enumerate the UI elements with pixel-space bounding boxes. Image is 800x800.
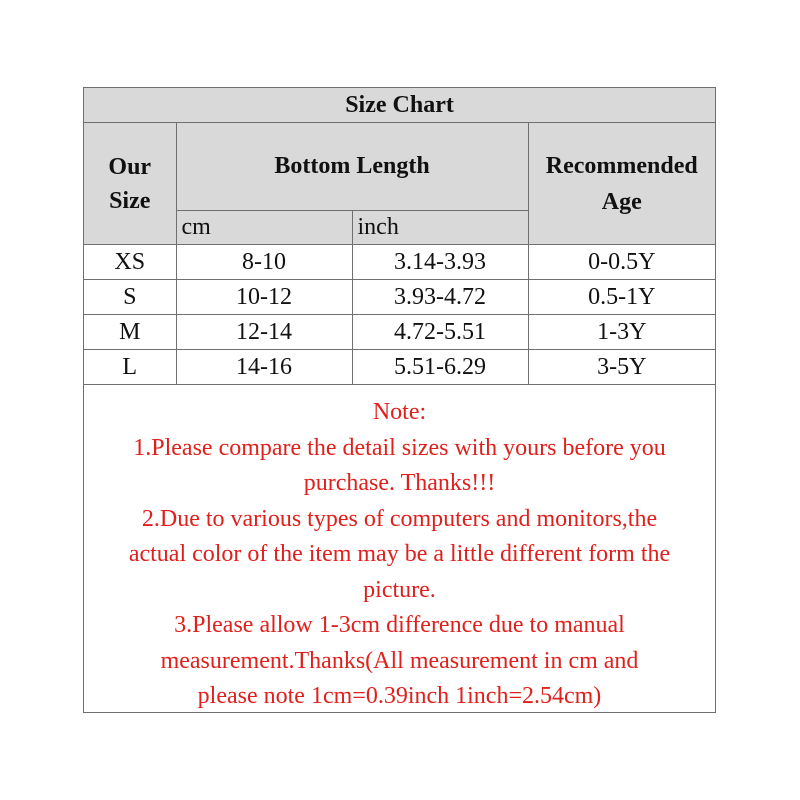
table-row <box>84 315 715 350</box>
size-cell: M <box>84 315 176 350</box>
inch-cell: 3.14-3.93 <box>352 245 528 280</box>
note-line: measurement.Thanks(All measurement in cm and <box>160 647 639 674</box>
age-cell: 0-0.5Y <box>528 245 715 280</box>
table-row <box>84 245 715 280</box>
age-header-line2: Age <box>601 188 642 215</box>
table-row <box>84 350 715 385</box>
cm-header: cm <box>176 211 352 245</box>
note-line: 1.Please compare the detail sizes with yours before you <box>133 434 666 461</box>
size-cell: S <box>84 280 176 315</box>
inch-header: inch <box>352 211 528 245</box>
size-chart <box>83 87 716 713</box>
table-title: Size Chart <box>84 88 715 123</box>
size-header-line2: Size <box>109 187 151 214</box>
note-heading: Note: <box>372 399 427 425</box>
size-header <box>84 123 176 245</box>
size-cell: XS <box>84 245 176 280</box>
cm-cell: 10-12 <box>176 280 352 315</box>
size-cell: L <box>84 350 176 385</box>
size-table <box>84 88 715 385</box>
inch-cell: 5.51-6.29 <box>352 350 528 385</box>
age-cell: 3-5Y <box>528 350 715 385</box>
inch-cell: 3.93-4.72 <box>352 280 528 315</box>
bottom-length-header: Bottom Length <box>176 123 528 211</box>
age-header-line1: Recommended <box>545 152 698 179</box>
note-line: purchase. Thanks!!! <box>303 470 496 496</box>
cm-cell: 14-16 <box>176 350 352 385</box>
note-line: 2.Due to various types of computers and monitors,the <box>141 505 658 532</box>
age-cell: 1-3Y <box>528 315 715 350</box>
note-line: actual color of the item may be a little different form the <box>128 541 671 567</box>
table-row <box>84 280 715 315</box>
cm-cell: 8-10 <box>176 245 352 280</box>
cm-cell: 12-14 <box>176 315 352 350</box>
inch-cell: 4.72-5.51 <box>352 315 528 350</box>
note-line: 3.Please allow 1-3cm difference due to manual <box>174 612 625 638</box>
note-line: please note 1cm=0.39inch 1inch=2.54cm) <box>197 683 602 709</box>
age-cell: 0.5-1Y <box>528 280 715 315</box>
age-header <box>528 123 715 245</box>
notes-section <box>84 395 715 715</box>
size-header-line1: Our <box>108 153 152 180</box>
note-line: picture. <box>363 576 436 603</box>
